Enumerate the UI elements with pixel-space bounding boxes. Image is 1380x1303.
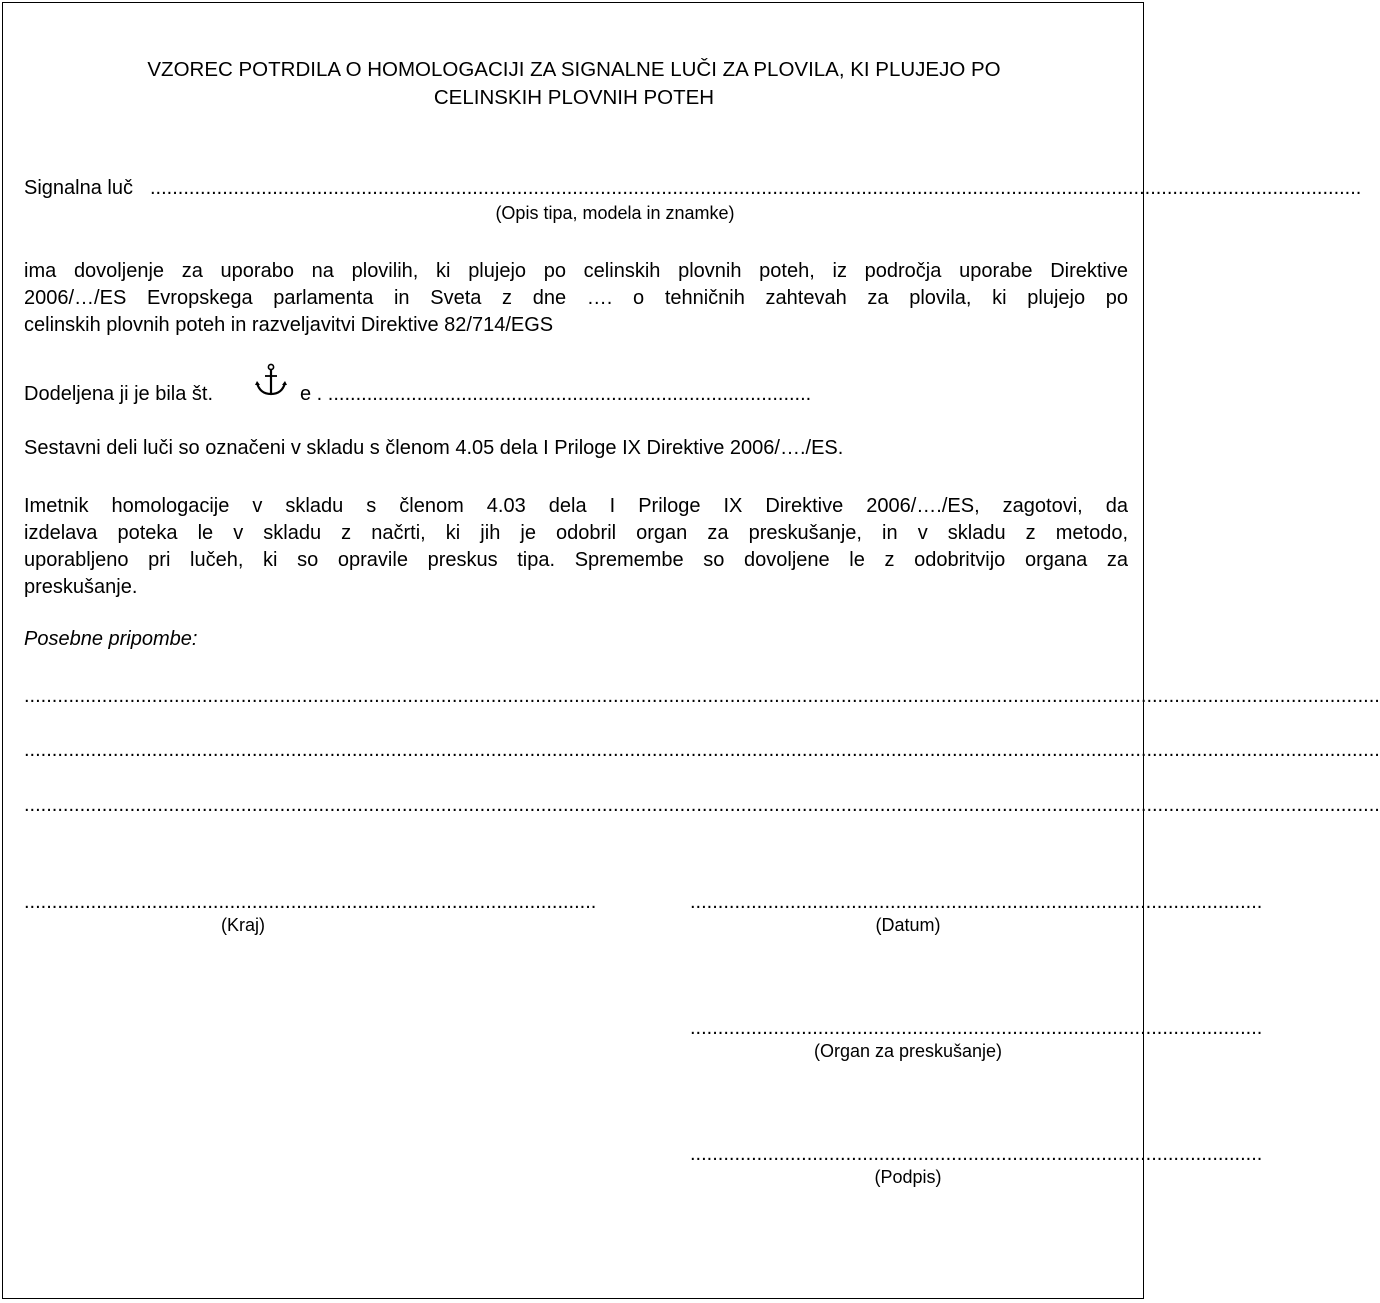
assigned-suffix: e . ....................................................................................... <box>300 383 812 405</box>
place-dots: ....................................................................................................... <box>24 891 597 913</box>
signal-light-label: Signalna luč <box>24 177 133 199</box>
authority-dots: ....................................................................................................... <box>690 1017 1263 1039</box>
signal-light-dots: .......................................................................................................................................................................................................................... <box>150 177 1362 199</box>
holder-line2: izdelava poteka le v skladu z načrti, ki jih je odobril organ za preskušanje, in v skladu z metodo, <box>24 522 1128 544</box>
document-title-line2: CELINSKIH PLOVNIH POTEH <box>433 86 715 109</box>
permission-paragraph <box>24 258 1128 339</box>
date-caption: (Datum) <box>875 915 941 935</box>
anchor-icon <box>254 363 288 399</box>
authority-caption: (Organ za preskušanje) <box>813 1041 1003 1061</box>
place-caption: (Kraj) <box>221 915 265 935</box>
remarks-line3: .................................................................................................................................................................................................................................................... <box>24 794 1380 816</box>
holder-line3: uporabljeno pri lučeh, ki so opravile preskus tipa. Spremembe so dovoljene le z odobritvijo organa za <box>24 549 1128 571</box>
assigned-label: Dodeljena ji je bila št. <box>24 383 213 405</box>
holder-paragraph <box>24 493 1128 601</box>
holder-line1: Imetnik homologacije v skladu s členom 4.03 dela I Priloge IX Direktive 2006/…./ES, zagotovi, da <box>24 495 1128 517</box>
remarks-line1: .................................................................................................................................................................................................................................................... <box>24 685 1380 707</box>
remarks-line2: .................................................................................................................................................................................................................................................... <box>24 739 1380 761</box>
signature-dots: ....................................................................................................... <box>690 1143 1263 1165</box>
signature-caption: (Podpis) <box>874 1167 942 1187</box>
date-dots: ....................................................................................................... <box>690 891 1263 913</box>
permission-line3: celinskih plovnih poteh in razveljavitvi Direktive 82/714/EGS <box>24 314 554 336</box>
holder-line4: preskušanje. <box>24 576 138 598</box>
parts-marking-text: Sestavni deli luči so označeni v skladu s členom 4.05 dela I Priloge IX Direktive 2006/…./ES. <box>24 437 844 459</box>
signal-light-caption: (Opis tipa, modela in znamke) <box>495 203 735 223</box>
document-title-line1: VZOREC POTRDILA O HOMOLOGACIJI ZA SIGNALNE LUČI ZA PLOVILA, KI PLUJEJO PO <box>147 58 1001 81</box>
permission-line1: ima dovoljenje za uporabo na plovilih, ki plujejo po celinskih plovnih poteh, iz področja uporabe Direktive <box>24 260 1128 282</box>
remarks-label: Posebne pripombe: <box>24 628 198 650</box>
permission-line2: 2006/…/ES Evropskega parlamenta in Sveta z dne …. o tehničnih zahtevah za plovila, ki plujejo po <box>24 287 1128 309</box>
